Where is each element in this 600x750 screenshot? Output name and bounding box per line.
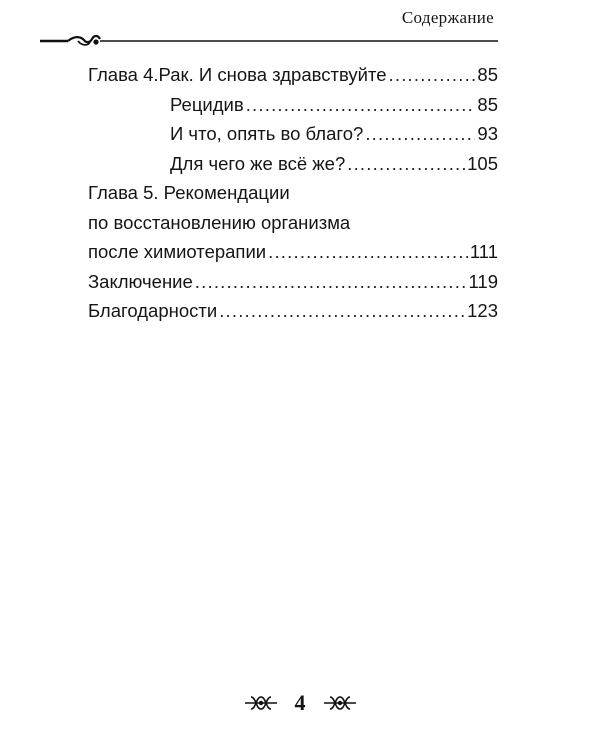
toc-entry-chapter-5-line-3[interactable]: [88, 241, 498, 271]
page-number: 85: [477, 64, 498, 85]
page-number: 123: [467, 300, 498, 321]
page-number: 93: [477, 123, 498, 144]
entry-title: Рецидив: [170, 93, 244, 115]
entry-title: после химиотерапии: [88, 241, 267, 262]
decorative-rule-icon: [38, 28, 498, 48]
page-header: [38, 8, 498, 48]
entry-title: Благодарности: [88, 300, 218, 321]
entry-title: Для чего же всё же?: [170, 152, 346, 174]
entry-title: Заключение: [88, 270, 193, 292]
entry-title: Рак. И снова здравствуйте: [158, 64, 387, 85]
toc-entry-recurrence[interactable]: [88, 94, 498, 124]
entry-title: Глава 5. Рекомендации: [88, 182, 290, 203]
running-title: Содержание: [401, 8, 494, 27]
toc-entry-conclusion[interactable]: [88, 271, 498, 301]
page-number: 105: [467, 152, 498, 174]
ornament-left-icon: [243, 694, 279, 712]
toc-entry-what-for[interactable]: [88, 153, 498, 183]
dot-leader: [246, 94, 476, 116]
dot-leader: [389, 64, 476, 86]
page-number: 119: [468, 270, 498, 292]
page-number: 111: [469, 241, 498, 262]
dot-leader: [195, 271, 467, 293]
dot-leader: [365, 123, 475, 145]
dot-leader: [268, 241, 468, 263]
page-footer: [0, 687, 600, 719]
page-number: 4: [294, 690, 306, 715]
chapter-label: Глава 4.: [88, 64, 159, 85]
entry-title: И что, опять во благо?: [170, 123, 364, 144]
toc-entry-chapter-4[interactable]: [88, 64, 498, 94]
dot-leader: [219, 300, 465, 322]
ornament-right-icon: [322, 694, 358, 712]
toc-entry-acknowledgements[interactable]: [88, 300, 498, 330]
table-of-contents: [88, 64, 498, 330]
dot-leader: [347, 153, 465, 175]
toc-entry-chapter-5-line-2[interactable]: [88, 212, 498, 242]
toc-entry-chapter-5-line-1[interactable]: [88, 182, 498, 212]
entry-title: по восстановлению организма: [88, 211, 351, 233]
toc-entry-for-the-good[interactable]: [88, 123, 498, 153]
page-number: 85: [477, 93, 498, 115]
